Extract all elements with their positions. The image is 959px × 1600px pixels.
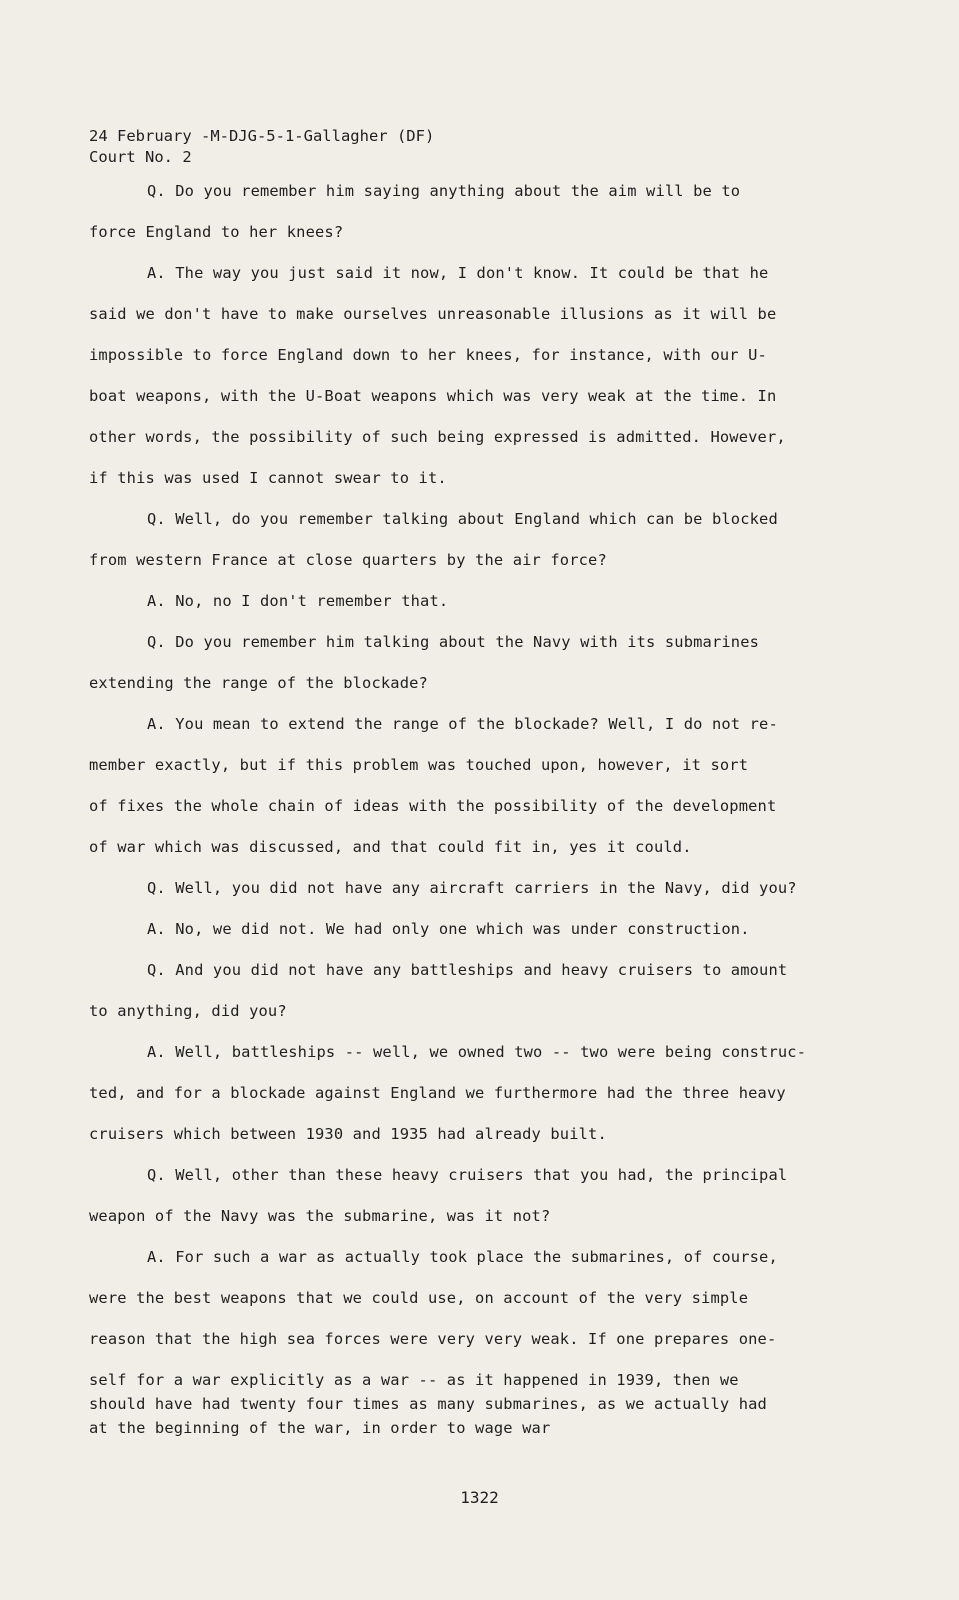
transcript-line: to anything, did you? — [89, 1002, 287, 1020]
transcript-line: reason that the high sea forces were very very weak. If one prepares one- — [89, 1330, 777, 1348]
transcript-line: A. The way you just said it now, I don't know. It could be that he — [147, 264, 769, 282]
transcript-line: impossible to force England down to her knees, for instance, with our U- — [89, 346, 767, 364]
transcript-line: Q. Well, you did not have any aircraft carriers in the Navy, did you? — [147, 879, 797, 897]
transcript-line: force England to her knees? — [89, 223, 344, 241]
document-header — [89, 126, 434, 168]
header-court-line: Court No. 2 — [89, 148, 192, 166]
transcript-line: were the best weapons that we could use, on account of the very simple — [89, 1289, 749, 1307]
transcript-line: Q. Well, do you remember talking about England which can be blocked — [147, 510, 778, 528]
header-date-line: 24 February -M-DJG-5-1-Gallagher (DF) — [89, 127, 435, 145]
transcript-line: ted, and for a blockade against England we furthermore had the three heavy — [89, 1084, 786, 1102]
transcript-line: boat weapons, with the U-Boat weapons which was very weak at the time. In — [89, 387, 777, 405]
transcript-line: A. For such a war as actually took place the submarines, of course, — [147, 1248, 778, 1266]
transcript-line: self for a war explicitly as a war -- as it happened in 1939, then we — [89, 1371, 739, 1389]
transcript-line: of war which was discussed, and that could fit in, yes it could. — [89, 838, 692, 856]
transcript-line: if this was used I cannot swear to it. — [89, 469, 447, 487]
transcript-line: Q. Well, other than these heavy cruisers that you had, the principal — [147, 1166, 788, 1184]
transcript-line: of fixes the whole chain of ideas with the possibility of the development — [89, 797, 777, 815]
transcript-line: from western France at close quarters by the air force? — [89, 551, 607, 569]
transcript-line: A. You mean to extend the range of the blockade? Well, I do not re- — [147, 715, 778, 733]
transcript-line: cruisers which between 1930 and 1935 had already built. — [89, 1125, 607, 1143]
transcript-line: other words, the possibility of such being expressed is admitted. However, — [89, 428, 786, 446]
transcript-line: Q. Do you remember him saying anything about the aim will be to — [147, 182, 741, 200]
transcript-line: A. No, we did not. We had only one which was under construction. — [147, 920, 750, 938]
transcript-line: extending the range of the blockade? — [89, 674, 428, 692]
transcript-line: Q. Do you remember him talking about the Navy with its submarines — [147, 633, 760, 651]
transcript-line: member exactly, but if this problem was touched upon, however, it sort — [89, 756, 749, 774]
transcript-line: should have had twenty four times as many submarines, as we actually had — [89, 1395, 767, 1413]
transcript-line: Q. And you did not have any battleships and heavy cruisers to amount — [147, 961, 788, 979]
transcript-line: A. No, no I don't remember that. — [147, 592, 449, 610]
page-number: 1322 — [460, 1488, 499, 1507]
transcript-line: A. Well, battleships -- well, we owned two -- two were being construc- — [147, 1043, 807, 1061]
transcript-line: at the beginning of the war, in order to wage war — [89, 1419, 551, 1437]
transcript-line: weapon of the Navy was the submarine, was it not? — [89, 1207, 551, 1225]
transcript-line: said we don't have to make ourselves unreasonable illusions as it will be — [89, 305, 777, 323]
